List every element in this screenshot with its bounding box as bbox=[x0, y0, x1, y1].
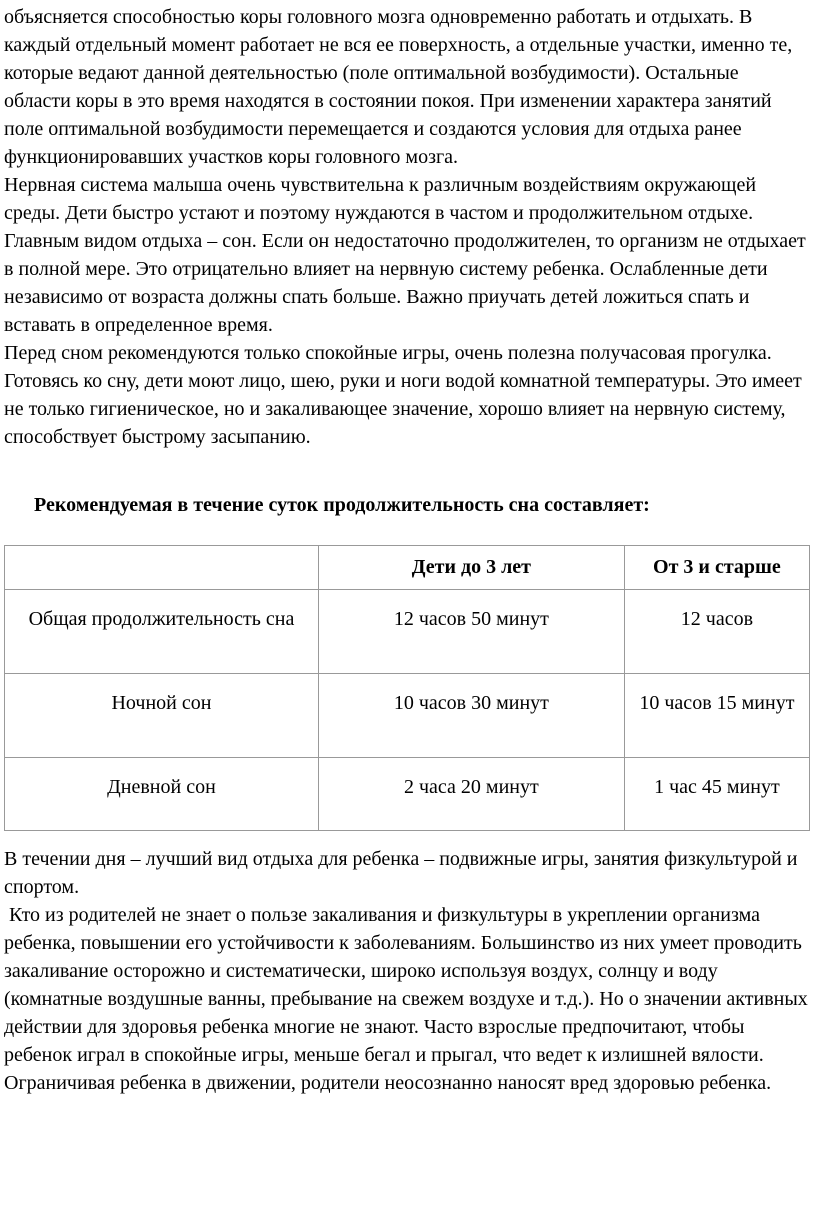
table-cell-label: Ночной сон bbox=[5, 674, 319, 758]
table-header-cell-3-and-older: От 3 и старше bbox=[624, 546, 809, 590]
table-row-day-sleep bbox=[5, 758, 810, 831]
sleep-duration-table bbox=[4, 545, 810, 831]
table-header-cell-empty bbox=[5, 546, 319, 590]
table-cell-label: Дневной сон bbox=[5, 758, 319, 831]
table-header-row bbox=[5, 546, 810, 590]
table-cell-label: Общая продолжительность сна bbox=[5, 590, 319, 674]
table-cell-value: 2 часа 20 минут bbox=[318, 758, 624, 831]
paragraph: В течении дня – лучший вид отдыха для ребенка – подвижные игры, занятия физкультурой и спортом. bbox=[4, 848, 798, 898]
table-cell-value: 10 часов 15 минут bbox=[624, 674, 809, 758]
table-cell-value: 10 часов 30 минут bbox=[318, 674, 624, 758]
table-heading: Рекомендуемая в течение суток продолжительность сна составляет: bbox=[34, 494, 650, 516]
table-header-cell-under-3: Дети до 3 лет bbox=[318, 546, 624, 590]
table-row-total-sleep bbox=[5, 590, 810, 674]
table-cell-value: 12 часов bbox=[624, 590, 809, 674]
table-row-night-sleep bbox=[5, 674, 810, 758]
paragraph: Перед сном рекомендуются только спокойные игры, очень полезна получасовая прогулка. Готовясь ко сну, дети моют лицо, шею, руки и ноги водой комнатной температуры. Это имеет не только гигиеническое, но и закаливающее значение, хорошо влияет на нервную систему, способствует быстрому засыпанию. bbox=[4, 342, 802, 448]
paragraph: Кто из родителей не знает о пользе закаливания и физкультуры в укреплении организма ребенка, повышении его устойчивости к заболеваниям. Большинство из них умеет проводить закаливание осторожно и систематически, широко используя воздух, солнцу и воду (комнатные воздушные ванны, пребывание на свежем воздухе и т.д.). Но о значении активных действии для здоровья ребенка многие не знают. Часто взрослые предпочитают, чтобы ребенок играл в спокойные игры, меньше бегал и прыгал, что ведет к излишней вялости. Ограничивая ребенка в движении, родители неосознанно наносят вред здоровью ребенка. bbox=[4, 904, 808, 1094]
table-cell-value: 12 часов 50 минут bbox=[318, 590, 624, 674]
paragraph: объясняется способностью коры головного мозга одновременно работать и отдыхать. В каждый отдельный момент работает не вся ее поверхность, а отдельные участки, именно те, которые ведают данной деятельностью (поле оптимальной возбудимости). Остальные области коры в это время находятся в состоянии покоя. При изменении характера занятий поле оптимальной возбудимости перемещается и создаются условия для отдыха ранее функционировавших участков коры головного мозга. bbox=[4, 6, 793, 168]
paragraph: Нервная система малыша очень чувствительна к различным воздействиям окружающей среды. Дети быстро устают и поэтому нуждаются в частом и продолжительном отдыхе. Главным видом отдыха – сон. Если он недостаточно продолжителен, то организм не отдыхает в полной мере. Это отрицательно влияет на нервную систему ребенка. Ослабленные дети независимо от возраста должны спать больше. Важно приучать детей ложиться спать и вставать в определенное время. bbox=[4, 174, 806, 336]
table-cell-value: 1 час 45 минут bbox=[624, 758, 809, 831]
